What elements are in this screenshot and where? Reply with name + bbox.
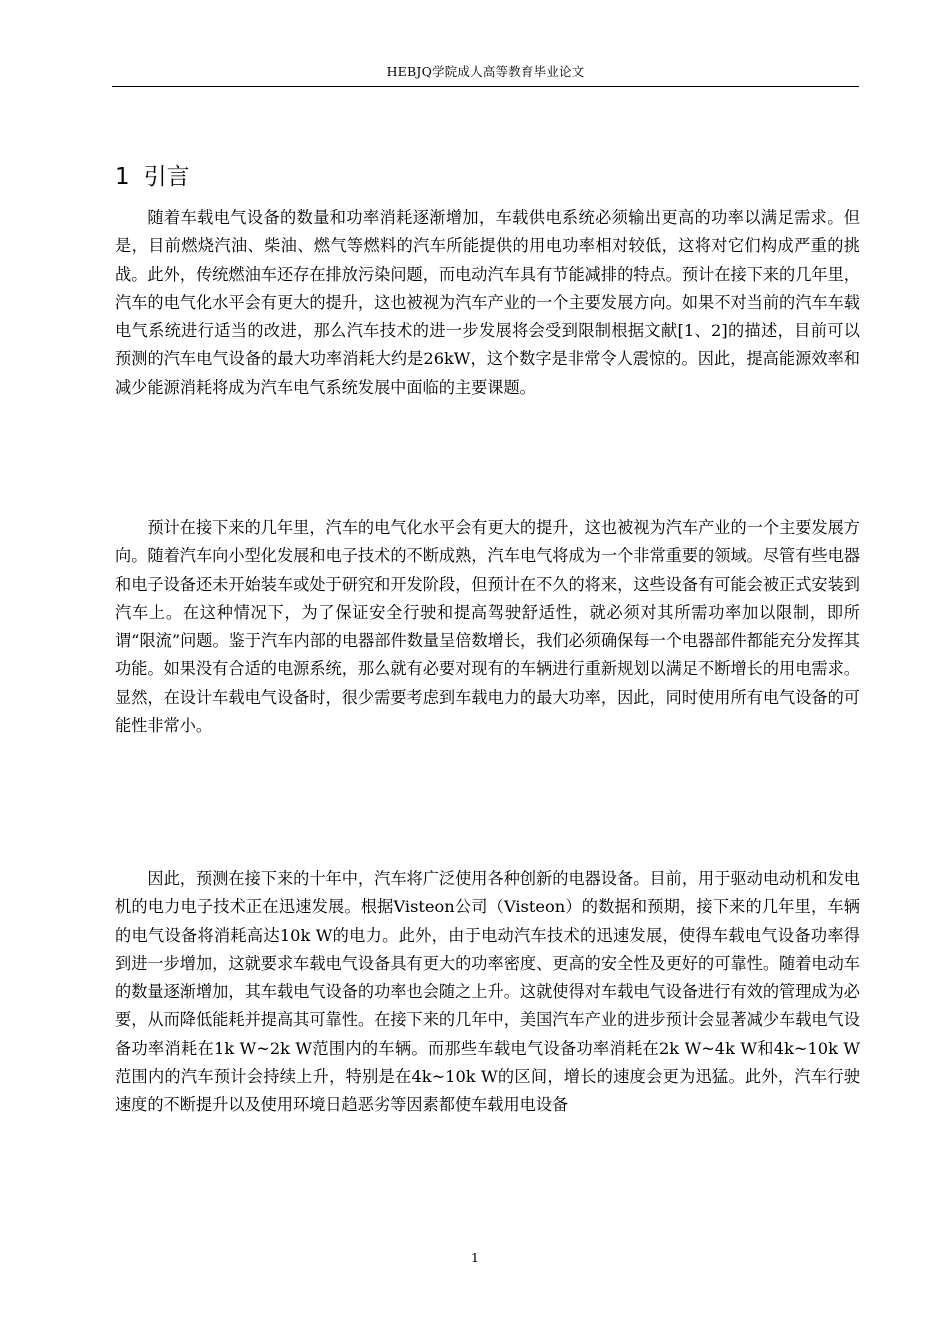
- body-paragraph: 因此，预测在接下来的十年中，汽车将广泛使用各种创新的电器设备。目前，用于驱动电动机和发电机的电力电子技术正在迅速发展。根据Visteon公司（Visteon）的数据和预期，接下来的几年里，车辆的电气设备将消耗高达10k W的电力。此外，由于电动汽车技术的迅速发展，使得车载电气设备功率得到进一步增加，这就要求车载电气设备具有更大的功率密度、更高的安全性及更好的可靠性。随着电动车的数量逐渐增加，其车载电气设备的功率也会随之上升。这就使得对车载电气设备进行有效的管理成为必要，从而降低能耗并提高其可靠性。在接下来的几年中，美国汽车产业的进步预计会显著减少车载电气设备功率消耗在1k W~2k W范围内的车辆。而那些车载电气设备功率消耗在2k W~4k W和4k~10k W范围内的汽车预计会持续上升，特别是在4k~10k W的区间，增长的速度会更为迅猛。此外，汽车行驶速度的不断提升以及使用环境日趋恶劣等因素都使车载用电设备: [115, 869, 860, 1115]
- header-rule: [112, 86, 859, 87]
- section-title: 引言: [143, 164, 190, 190]
- running-header: HEBJQ学院成人高等教育毕业论文: [386, 64, 585, 79]
- body-paragraph: 预计在接下来的几年里，汽车的电气化水平会有更大的提升，这也被视为汽车产业的一个主要发展方向。随着汽车向小型化发展和电子技术的不断成熟，汽车电气将成为一个非常重要的领域。尽管有些电器和电子设备还未开始装车或处于研究和开发阶段，但预计在不久的将来，这些设备有可能会被正式安装到汽车上。在这种情况下，为了保证安全行驶和提高驾驶舒适性，就必须对其所需功率加以限制，即所谓“限流”问题。鉴于汽车内部的电器部件数量呈倍数增长，我们必须确保每一个电器部件都能充分发挥其功能。如果没有合适的电源系统，那么就有必要对现有的车辆进行重新规划以满足不断增长的用电需求。显然，在设计车载电气设备时，很少需要考虑到车载电力的最大功率，因此，同时使用所有电气设备的可能性非常小。: [115, 518, 860, 736]
- section-heading: [115, 161, 190, 193]
- body-paragraph: 随着车载电气设备的数量和功率消耗逐渐增加，车载供电系统必须输出更高的功率以满足需求。但是，目前燃烧汽油、柴油、燃气等燃料的汽车所能提供的用电功率相对较低，这将对它们构成严重的挑战。此外，传统燃油车还存在排放污染问题，而电动汽车具有节能减排的特点。预计在接下来的几年里，汽车的电气化水平会有更大的提升，这也被视为汽车产业的一个主要发展方向。如果不对当前的汽车车载电气系统进行适当的改进，那么汽车技术的进一步发展将会受到限制根据文献[1、2]的描述，目前可以预测的汽车电气设备的最大功率消耗大约是26kW，这个数字是非常令人震惊的。因此，提高能源效率和减少能源消耗将成为汽车电气系统发展中面临的主要课题。: [115, 208, 860, 397]
- section-number: 1: [115, 164, 130, 190]
- page-number: 1: [471, 1250, 479, 1265]
